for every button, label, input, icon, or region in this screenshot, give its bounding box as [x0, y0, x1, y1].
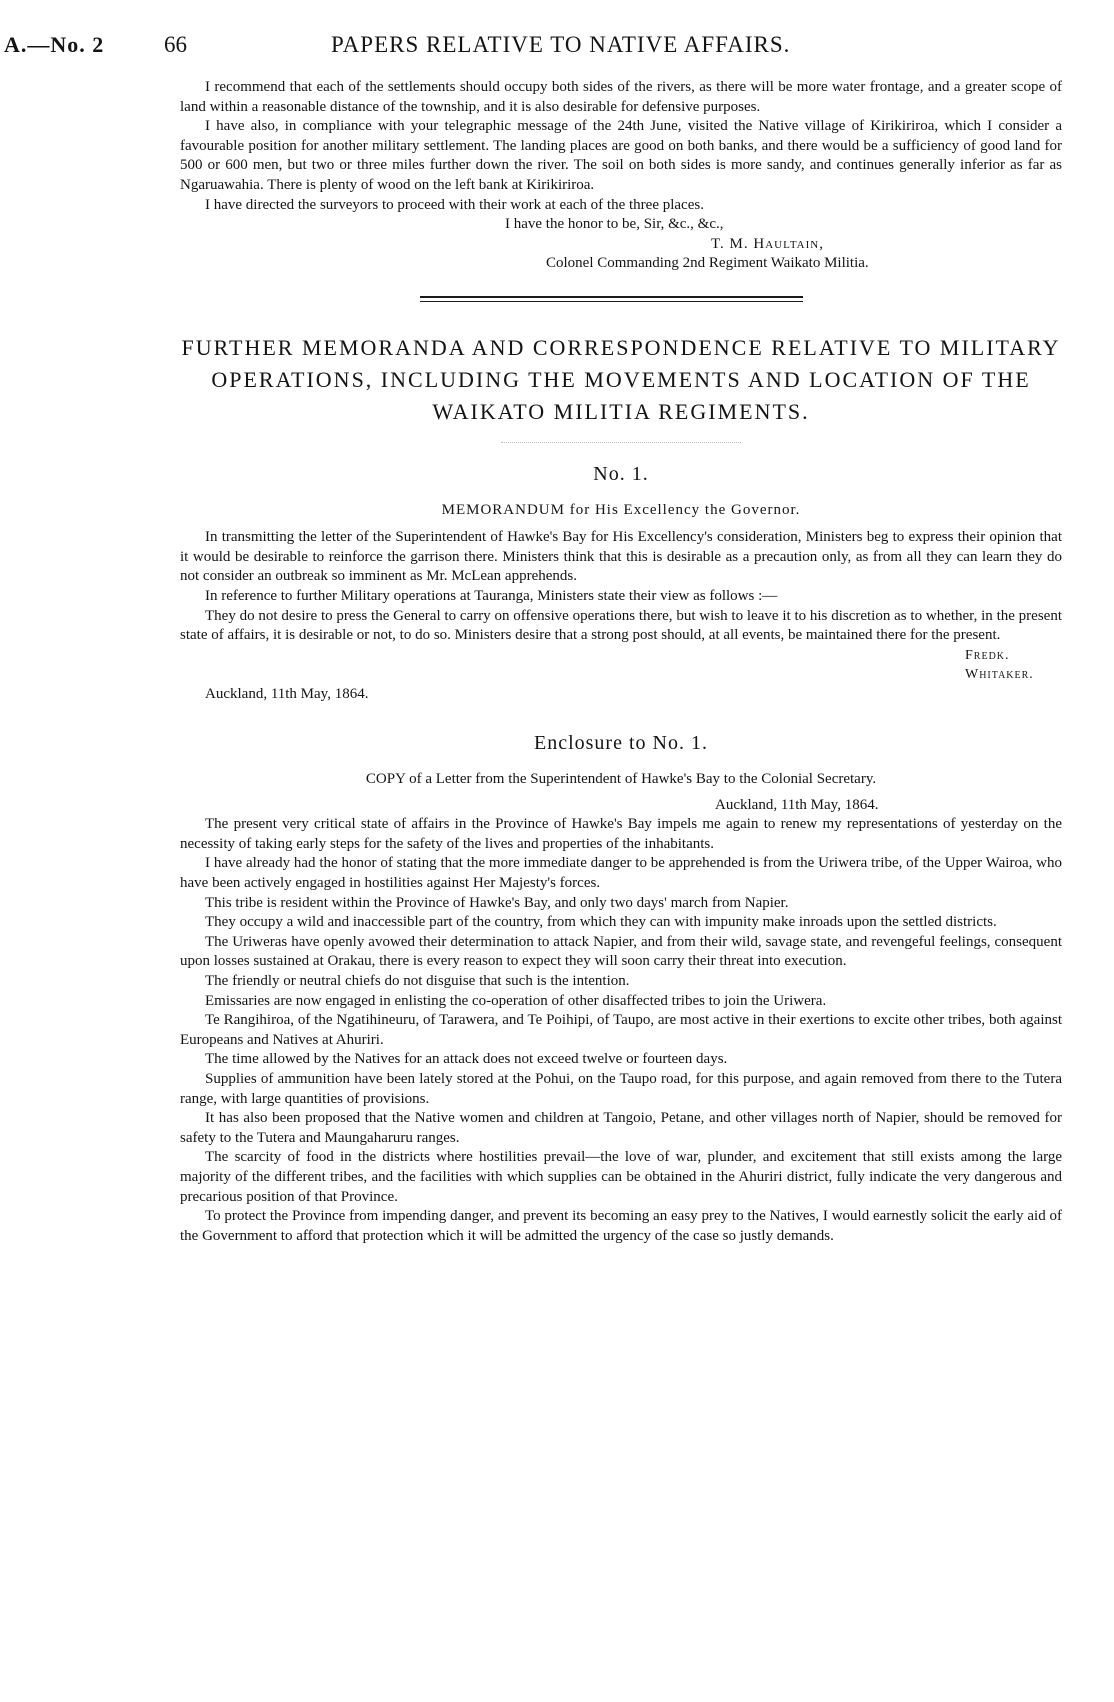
enclosure-copy-line: COPY of a Letter from the Superintendent of Hawke's Bay to the Colonial Secretary. [365, 771, 877, 788]
memo-number: No. 1. [593, 462, 649, 485]
paragraph: In reference to further Military operations at Tauranga, Ministers state their view as follows :— [205, 587, 778, 604]
memo-dateline: Auckland, 11th May, 1864. [205, 685, 369, 702]
paragraph: The present very critical state of affairs in the Province of Hawke's Bay impels me again to renew my representations of yesterday on the necessity of taking early steps for the safety of the lives and properties of the inhabitants. [180, 816, 1062, 852]
closing-line: I have the honor to be, Sir, &c., &c., [505, 216, 724, 233]
enclosure-dateline: Auckland, 11th May, 1864. [715, 796, 879, 813]
paragraph: It has also been proposed that the Native women and children at Tangoio, Petane, and other villages north of Napier, should be removed for safety to the Tutera and Maungaharuru ranges. [180, 1110, 1062, 1146]
paragraph: I have also, in compliance with your telegraphic message of the 24th June, visited the Native village of Kirikiriroa, which I consider a favourable position for another military settlement. The landing places are good on both banks, and there would be a sufficiency of good land for 500 or 600 men, but two or three miles further down the river. The soil on both sides is more sandy, and continues generally inferior as far as Ngaruawahia. There is plenty of wood on the left bank at Kirikiriroa. [180, 118, 1062, 193]
memo-title: MEMORANDUM for His Excellency the Governor. [441, 501, 801, 518]
section-divider [180, 294, 1062, 308]
paragraph: To protect the Province from impending danger, and prevent its becoming an easy prey to the Natives, I would earnestly solicit the early aid of the Government to afford that protection which it will be admitted the urgency of the case so justly demands. [180, 1208, 1062, 1244]
faint-divider [501, 442, 741, 443]
section-title: FURTHER MEMORANDA AND CORRESPONDENCE RELATIVE TO MILITARY OPERATIONS, INCLUDING THE MOVEMENTS AND LOCATION OF THE WAIKATO MILITIA REGIMENTS. [181, 334, 1061, 424]
paragraph: The friendly or neutral chiefs do not disguise that such is the intention. [205, 973, 630, 989]
divider-rule-thick [420, 296, 803, 298]
memo-signature [180, 646, 1062, 685]
paragraph: I recommend that each of the settlements should occupy both sides of the rivers, as there will be more water frontage, and a greater scope of land within a reasonable distance of the township, and it is also desirable for defensive purposes. [180, 79, 1062, 115]
paragraph: I have already had the honor of stating that the more immediate danger to be apprehended is from the Uriwera tribe, of the Upper Wairoa, who have been actively engaged in hostilities against Her Majesty's forces. [180, 855, 1062, 892]
paragraph: They occupy a wild and inaccessible part of the country, from which they can with impunity make inroads upon the settled districts. [205, 914, 997, 931]
paragraph: The Uriweras have openly avowed their determination to attack Napier, and from their wild, savage state, and revengeful feelings, consequent upon losses sustained at Orakau, there is every reason to expect they will soon carry their threat into execution. [180, 933, 1062, 970]
page-header [0, 0, 1114, 60]
page-body [180, 78, 1062, 1246]
paragraph: In transmitting the letter of the Superintendent of Hawke's Bay for His Excellency's consideration, Ministers beg to express their opinion that it would be desirable to reinforce the garrison there. Ministers think that this is desirable as a precaution only, as from all they can learn they do not consider an outbreak so imminent as Mr. McLean apprehends. [180, 529, 1062, 585]
enclosure-heading: Enclosure to No. 1. [534, 732, 708, 755]
divider-rule-thin [420, 301, 803, 302]
paragraph: Emissaries are now engaged in enlisting the co-operation of other disaffected tribes to join the Uriwera. [205, 992, 827, 1009]
running-title: PAPERS RELATIVE TO NATIVE AFFAIRS. [331, 32, 791, 57]
paragraph: Te Rangihiroa, of the Ngatihineuru, of Tarawera, and Te Poihipi, of Taupo, are most active in their exertions to excite other tribes, both against Europeans and Natives at Ahuriri. [180, 1012, 1062, 1048]
signatory-title: Colonel Commanding 2nd Regiment Waikato Militia. [546, 255, 869, 272]
signatory-name-text: T. M. Haultain, [711, 235, 824, 252]
paragraph: This tribe is resident within the Province of Hawke's Bay, and only two days' march from Napier. [205, 894, 789, 911]
paragraph: I have directed the surveyors to proceed with their work at each of the three places. [205, 196, 704, 213]
paragraph: The time allowed by the Natives for an attack does not exceed twelve or fourteen days. [205, 1051, 728, 1068]
paragraph: Supplies of ammunition have been lately stored at the Pohui, on the Taupo road, for this purpose, and again removed from there to the Tutera range, with large quantities of provisions. [180, 1070, 1062, 1107]
letter-continuation [180, 78, 1062, 274]
signatory-name [180, 235, 1062, 255]
memorandum [180, 462, 1062, 705]
paper-reference: A.—No. 2 [4, 32, 105, 57]
paragraph: The scarcity of food in the districts where hostilities prevail—the love of war, plunder, and excitement that still exists among the large majority of the different tribes, and the facilities with which supplies can be obtained in the Ahuriri district, fully indicate the very dangerous and precarious position of that Province. [180, 1149, 1062, 1205]
page-number: 66 [164, 32, 187, 57]
memo-signature-text: Fredk. Whitaker. [965, 647, 1034, 683]
enclosure [180, 734, 1062, 1246]
paragraph: They do not desire to press the General to carry on offensive operations there, but wish to leave it to his discretion as to whether, in the present state of affairs, it is desirable or not, to do so. Ministers desire that a strong post should, at all events, be maintained there for the present. [180, 607, 1062, 644]
